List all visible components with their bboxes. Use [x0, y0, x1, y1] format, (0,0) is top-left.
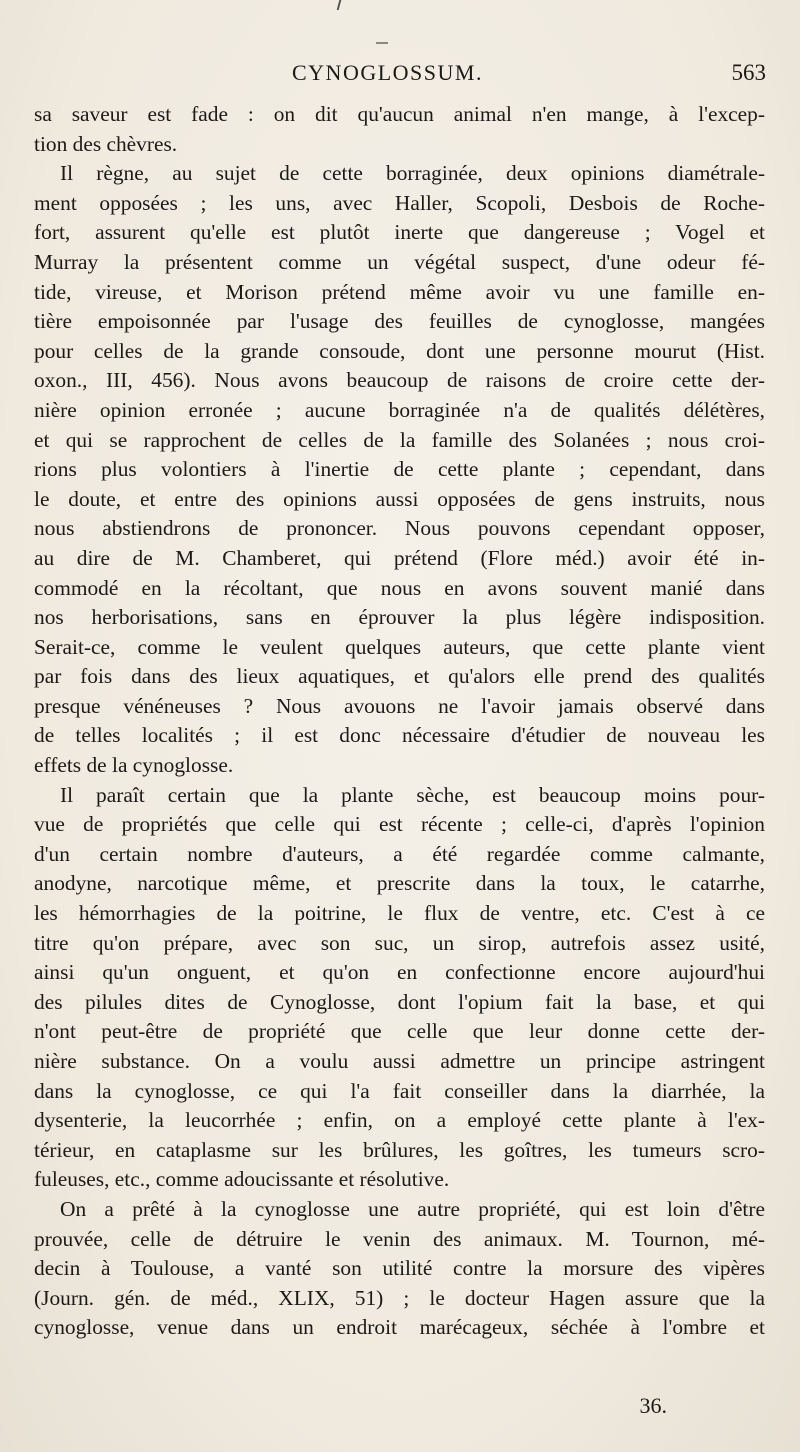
text-line: effets de la cynoglosse.	[34, 753, 234, 778]
text-line: des pilules dites de Cynoglosse, dont l'opium fait la base, et qui	[34, 989, 765, 1014]
text-line: decin à Toulouse, a vanté son utilité contre la morsure des vipères	[34, 1256, 765, 1281]
text-line: nière substance. On a voulu aussi admettre un principe astringent	[34, 1049, 765, 1073]
text-line: par fois dans des lieux aquatiques, et qu'alors elle prend des qualités	[34, 664, 765, 689]
text-line: dysenterie, la leucorrhée ; enfin, on a employé cette plante à l'ex-	[34, 1108, 765, 1133]
text-line: fuleuses, etc., comme adoucissante et résolutive.	[34, 1167, 450, 1192]
text-line: le doute, et entre des opinions aussi opposées de gens instruits, nous	[34, 486, 765, 511]
text-line: dans la cynoglosse, ce qui l'a fait conseiller dans la diarrhée, la	[34, 1078, 765, 1103]
text-line: nière opinion erronée ; aucune borraginée n'a de qualités délétères,	[34, 397, 765, 422]
signature-mark: 36.	[639, 1393, 667, 1418]
text-line: ainsi qu'un onguent, et qu'on en confectionne encore aujourd'hui	[34, 960, 765, 985]
text-line: cynoglosse, venue dans un endroit marécageux, séchée à l'ombre et	[34, 1315, 765, 1340]
text-line: au dire de M. Chamberet, qui prétend (Flore méd.) avoir été in-	[34, 545, 765, 570]
text-line: nos herborisations, sans en éprouver la plus légère indisposition.	[34, 605, 765, 630]
text-line: fort, assurent qu'elle est plutôt inerte que dangereuse ; Vogel et	[34, 220, 765, 245]
text-line: tide, vireuse, et Morison prétend même avoir vu une famille en-	[34, 279, 765, 304]
text-line: (Journ. gén. de méd., XLIX, 51) ; le docteur Hagen assure que la	[34, 1285, 765, 1310]
page-header	[0, 58, 800, 94]
text-line: pour celles de la grande consoude, dont une personne mourut (Hist.	[34, 338, 765, 363]
text-line: d'un certain nombre d'auteurs, a été regardée comme calmante,	[34, 841, 765, 866]
text-line: les hémorrhagies de la poitrine, le flux de ventre, etc. C'est à ce	[34, 901, 765, 926]
text-line: et qui se rapprochent de celles de la famille des Solanées ; nous croi-	[34, 427, 765, 452]
text-line: rions plus volontiers à l'inertie de cette plante ; cependant, dans	[34, 457, 765, 482]
text-line: tière empoisonnée par l'usage des feuilles de cynoglosse, mangées	[34, 309, 765, 334]
text-line: Il règne, au sujet de cette borraginée, deux opinions diamétrale-	[60, 161, 765, 186]
ink-mark	[376, 42, 388, 44]
text-line: commodé en la récoltant, que nous en avons souvent manié dans	[34, 575, 765, 600]
text-line: tion des chèvres.	[34, 131, 178, 156]
text-line: Murray la présentent comme un végétal suspect, d'une odeur fé-	[34, 249, 765, 274]
text-line: On a prêté à la cynoglosse une autre propriété, qui est loin d'être	[60, 1196, 765, 1221]
text-line: presque vénéneuses ? Nous avouons ne l'avoir jamais observé dans	[34, 693, 765, 718]
page-number: 563	[731, 60, 766, 85]
text-line: de telles localités ; il est donc nécessaire d'étudier de nouveau les	[34, 723, 765, 748]
text-line: anodyne, narcotique même, et prescrite dans la toux, le catarrhe,	[34, 871, 765, 896]
body-text	[34, 100, 765, 1343]
text-line: n'ont peut-être de propriété que celle que leur donne cette der-	[34, 1019, 765, 1044]
text-line: sa saveur est fade : on dit qu'aucun animal n'en mange, à l'excep-	[34, 102, 765, 126]
text-line: nous abstiendrons de prononcer. Nous pouvons cependant opposer,	[34, 516, 765, 541]
text-line: Serait-ce, comme le veulent quelques auteurs, que cette plante vient	[34, 634, 765, 659]
ink-mark	[337, 0, 348, 10]
text-line: titre qu'on prépare, avec son suc, un sirop, autrefois assez usité,	[34, 930, 765, 955]
text-line: Il paraît certain que la plante sèche, est beaucoup moins pour-	[60, 782, 765, 807]
text-line: vue de propriétés que celle qui est récente ; celle-ci, d'après l'opinion	[34, 812, 765, 837]
running-title: CYNOGLOSSUM.	[292, 60, 483, 85]
text-line: prouvée, celle de détruire le venin des animaux. M. Tournon, mé-	[34, 1226, 765, 1251]
text-line: térieur, en cataplasme sur les brûlures, les goîtres, les tumeurs scro-	[34, 1137, 765, 1162]
text-line: ment opposées ; les uns, avec Haller, Scopoli, Desbois de Roche-	[34, 190, 765, 215]
text-line: oxon., III, 456). Nous avons beaucoup de raisons de croire cette der-	[34, 368, 765, 393]
